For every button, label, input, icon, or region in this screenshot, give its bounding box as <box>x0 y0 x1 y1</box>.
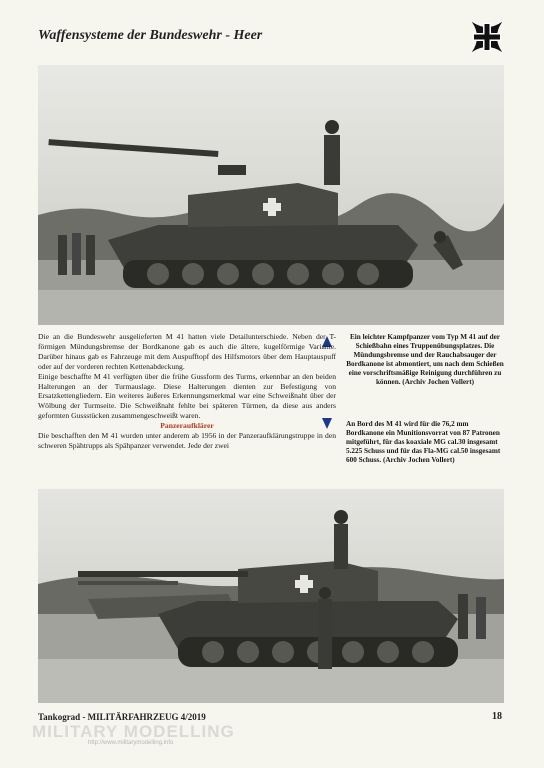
article-paragraph: Die an die Bundeswehr ausgelieferten M 41 hatten viele Detailunterschiede. Neben der T-förmigen Mündungsbremse der Bordkanone gab es auch die ältere, kugelförmige Variante. Darüber hinaus gab es Fahrzeuge mit dem Auspufftopf des Hilfsmotors über dem Hauptauspuff oder auf der vorderen rechten Kettenabdeckung. <box>38 332 336 371</box>
article-body <box>38 332 336 451</box>
photo-caption-top: Ein leichter Kampfpanzer vom Typ M 41 auf der Schießbahn eines Truppenübungsplatzes. Die Mündungsbremse und der Rauchabsauger der Bordkanone ist abmontiert, um nach dem Schießen eine vorschriftsmäßige Reinigung durchführen zu können. (Archiv Jochen Vollert) <box>346 333 504 386</box>
article-paragraph: Einige beschaffte M 41 verfügten über die frühe Gussform des Turms, erkennbar an den beiden Halterungen an der Turmauslage. Diese Halterungen dienten zur Befestigung von Ersatzkettengliedern. Ein weiteres äußeres Erkennungsmerkmal war eine Schweißnaht über der Wölbung der Turmseite. Die Schweißnaht fehlte bei späteren Türmen, da diese aus anders geformten Gussstücken zusammengeschweißt waren. <box>38 371 336 421</box>
tank-firing-range-photo <box>38 489 504 703</box>
page-number: 18 <box>492 711 502 722</box>
section-subheading: Panzeraufklärer <box>160 421 214 431</box>
watermark-url: http://www.militarymodelling.info <box>88 740 174 746</box>
publication-footer: Tankograd - MILITÄRFAHRZEUG 4/2019 <box>38 712 206 722</box>
photo-caption-bottom: An Bord des M 41 wird für die 76,2 mm Bordkanone ein Munitionsvorrat von 87 Patronen mitgeführt, für das koaxiale MG cal.30 insgesamt 5.225 Schuss und für das Fla-MG cal.50 insgesamt 600 Schuss. (Archiv Jochen Vollert) <box>346 420 501 464</box>
watermark-logo: MILITARY MODELLING <box>32 722 235 741</box>
iron-cross-icon <box>470 20 504 54</box>
tank-with-crew-photo <box>38 65 504 325</box>
article-paragraph: Die beschafften den M 41 wurden unter anderem ab 1956 in der Panzeraufklärungstruppe in den schweren Spähtrupps als Spähpanzer verwendet. Jede der zwei <box>38 431 336 450</box>
page-header-title: Waffensysteme der Bundeswehr - Heer <box>38 28 263 43</box>
